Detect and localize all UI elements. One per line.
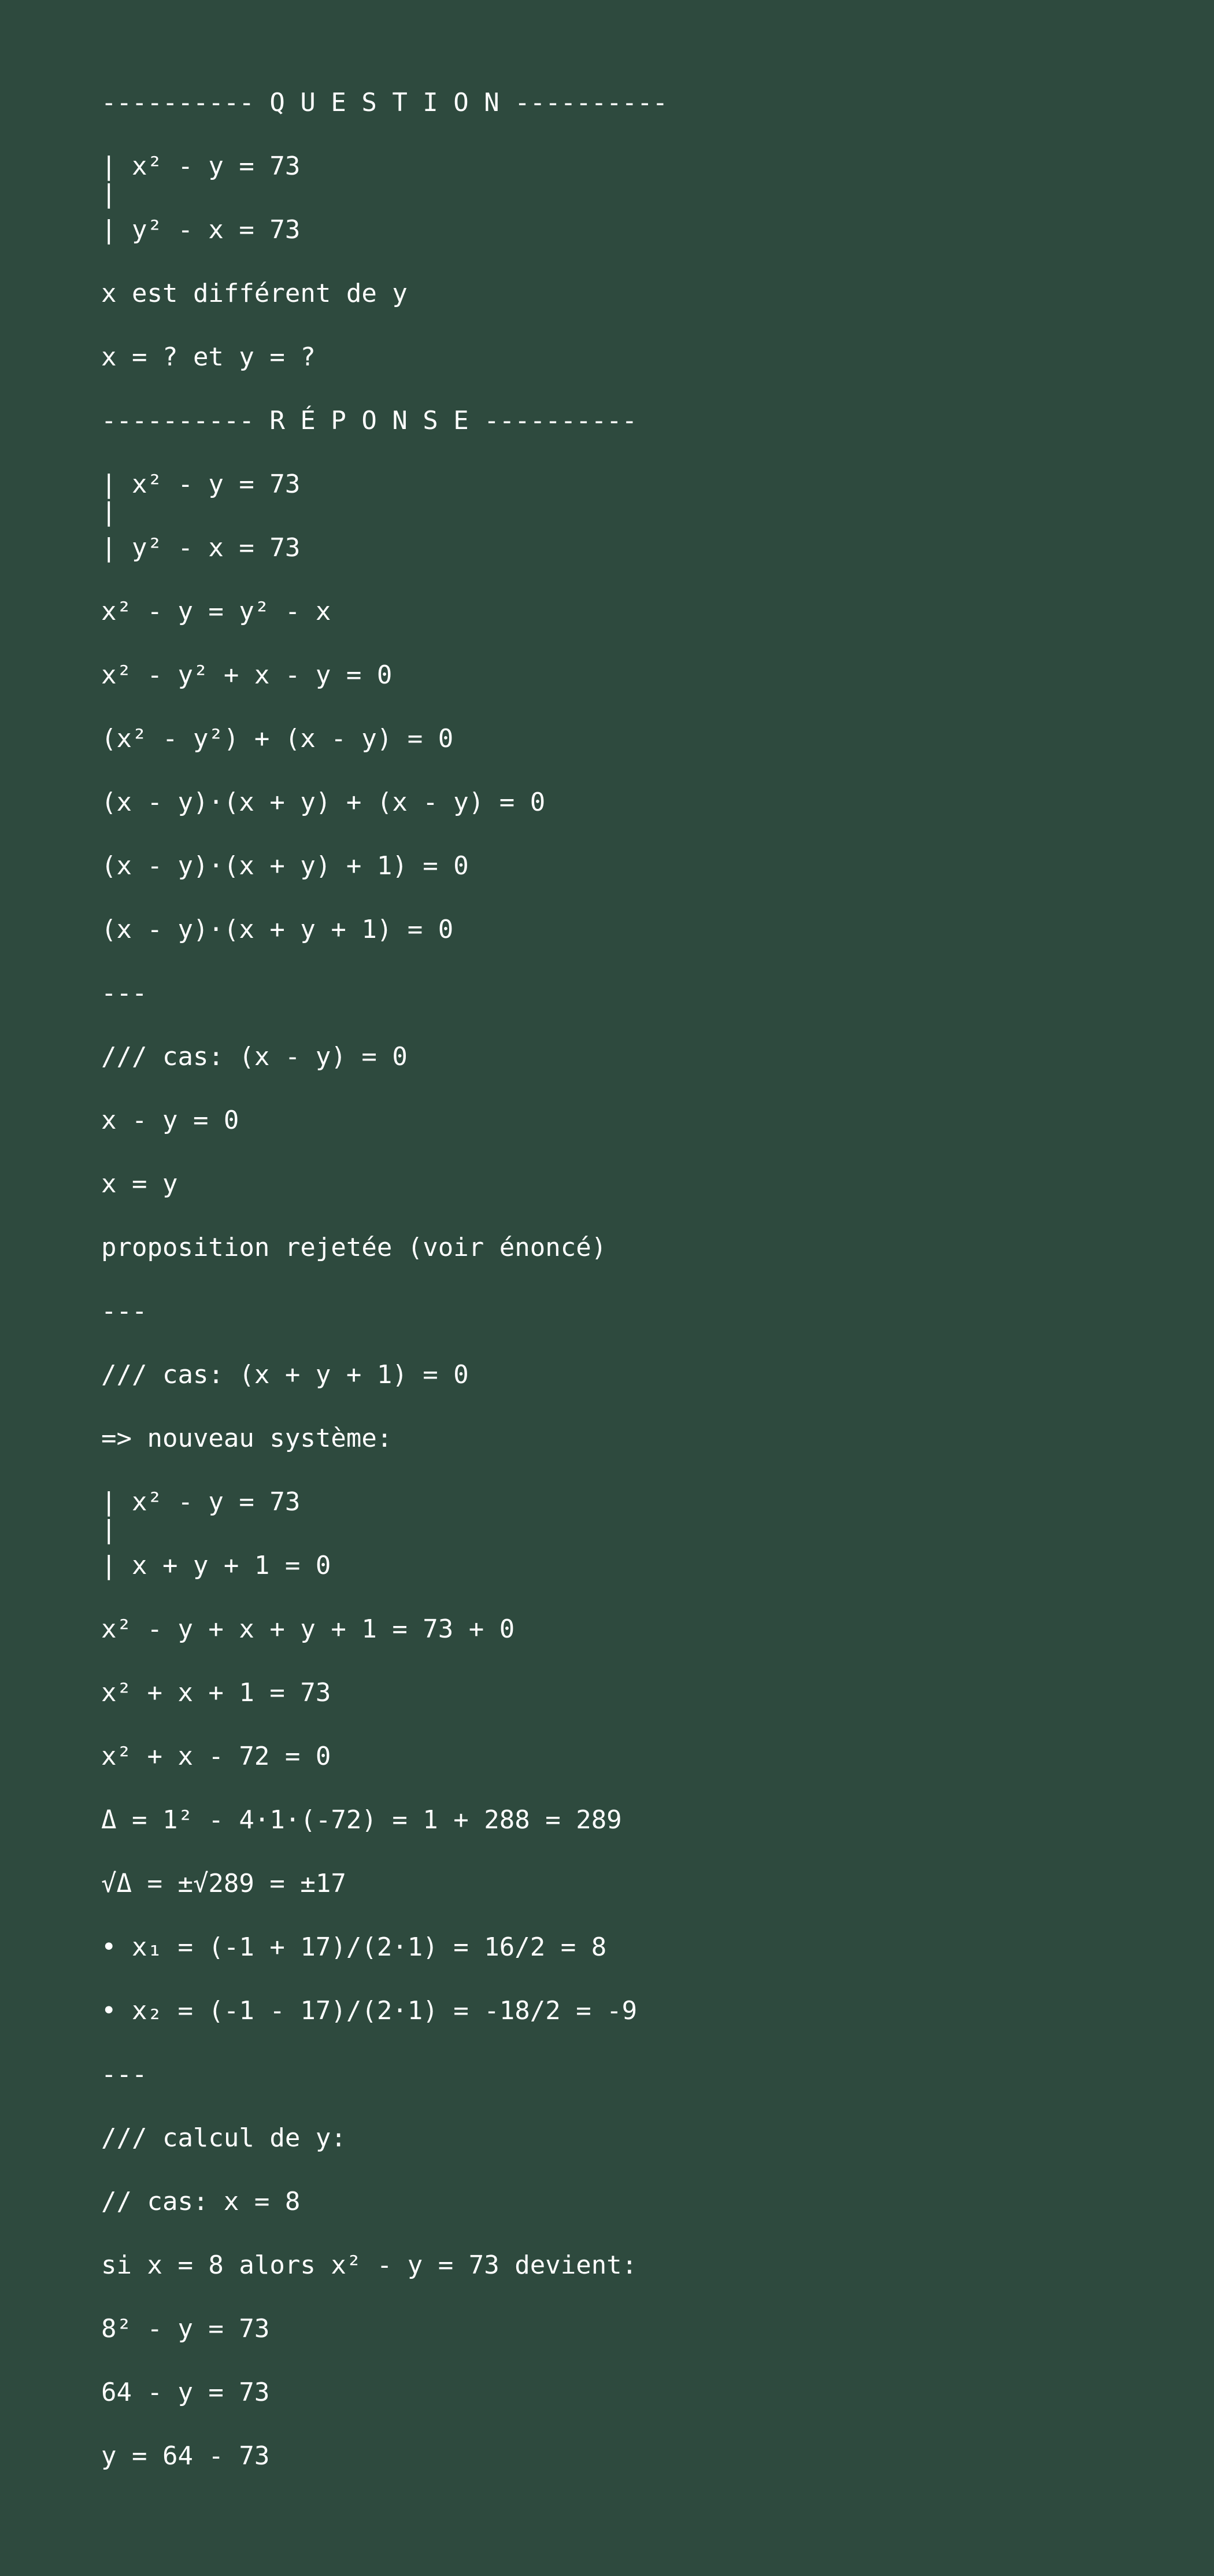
question-ask: x = ? et y = ? xyxy=(101,342,316,372)
case-heading: /// cas: (x - y) = 0 xyxy=(101,1042,408,1071)
new-system-label: => nouveau système: xyxy=(101,1424,393,1453)
answer-system-line-1: | x² - y = 73 xyxy=(101,470,301,499)
equation-step: (x - y)·(x + y + 1) = 0 xyxy=(101,915,454,944)
answer-system-bar: | xyxy=(101,497,117,527)
new-system-bar: | xyxy=(101,1515,117,1544)
equation-step: (x - y)·(x + y) + (x - y) = 0 xyxy=(101,788,546,817)
equation-step: x² - y + x + y + 1 = 73 + 0 xyxy=(101,1614,515,1644)
discriminant-line: Δ = 1² - 4·1·(-72) = 1 + 288 = 289 xyxy=(101,1805,622,1835)
case-heading: /// cas: (x + y + 1) = 0 xyxy=(101,1360,469,1389)
equation-step: 64 - y = 73 xyxy=(101,2378,270,2407)
answer-system-line-2: | y² - x = 73 xyxy=(101,533,301,563)
section-divider: --- xyxy=(101,978,147,1008)
equation-step: x² - y = y² - x xyxy=(101,597,331,626)
sqrt-discriminant-line: √Δ = ±√289 = ±17 xyxy=(101,1869,346,1898)
equation-step: x² + x + 1 = 73 xyxy=(101,1678,331,1708)
question-system-line-1: | x² - y = 73 xyxy=(101,151,301,181)
equation-step: x² + x - 72 = 0 xyxy=(101,1742,331,1771)
root-x2-line: • x₂ = (-1 - 17)/(2·1) = -18/2 = -9 xyxy=(101,1996,638,2026)
case-heading: /// calcul de y: xyxy=(101,2123,346,2153)
sub-case-heading: // cas: x = 8 xyxy=(101,2187,301,2216)
new-system-line-2: | x + y + 1 = 0 xyxy=(101,1551,331,1580)
equation-step: si x = 8 alors x² - y = 73 devient: xyxy=(101,2250,638,2280)
equation-step: 8² - y = 73 xyxy=(101,2314,270,2344)
section-divider: --- xyxy=(101,2060,147,2089)
question-condition: x est différent de y xyxy=(101,279,408,308)
question-system-line-2: | y² - x = 73 xyxy=(101,215,301,245)
question-header: ---------- Q U E S T I O N ---------- xyxy=(101,88,668,117)
new-system-line-1: | x² - y = 73 xyxy=(101,1487,301,1517)
section-divider: --- xyxy=(101,1296,147,1326)
root-x1-line: • x₁ = (-1 + 17)/(2·1) = 16/2 = 8 xyxy=(101,1932,607,1962)
equation-step: x - y = 0 xyxy=(101,1106,239,1135)
equation-step: (x - y)·(x + y) + 1) = 0 xyxy=(101,851,469,881)
equation-step: x² - y² + x - y = 0 xyxy=(101,660,393,690)
answer-header: ---------- R É P O N S E ---------- xyxy=(101,406,638,435)
equation-step: x = y xyxy=(101,1169,178,1199)
question-system-bar: | xyxy=(101,179,117,209)
case-conclusion: proposition rejetée (voir énoncé) xyxy=(101,1233,607,1262)
equation-step: (x² - y²) + (x - y) = 0 xyxy=(101,724,454,753)
equation-step: y = 64 - 73 xyxy=(101,2441,270,2471)
